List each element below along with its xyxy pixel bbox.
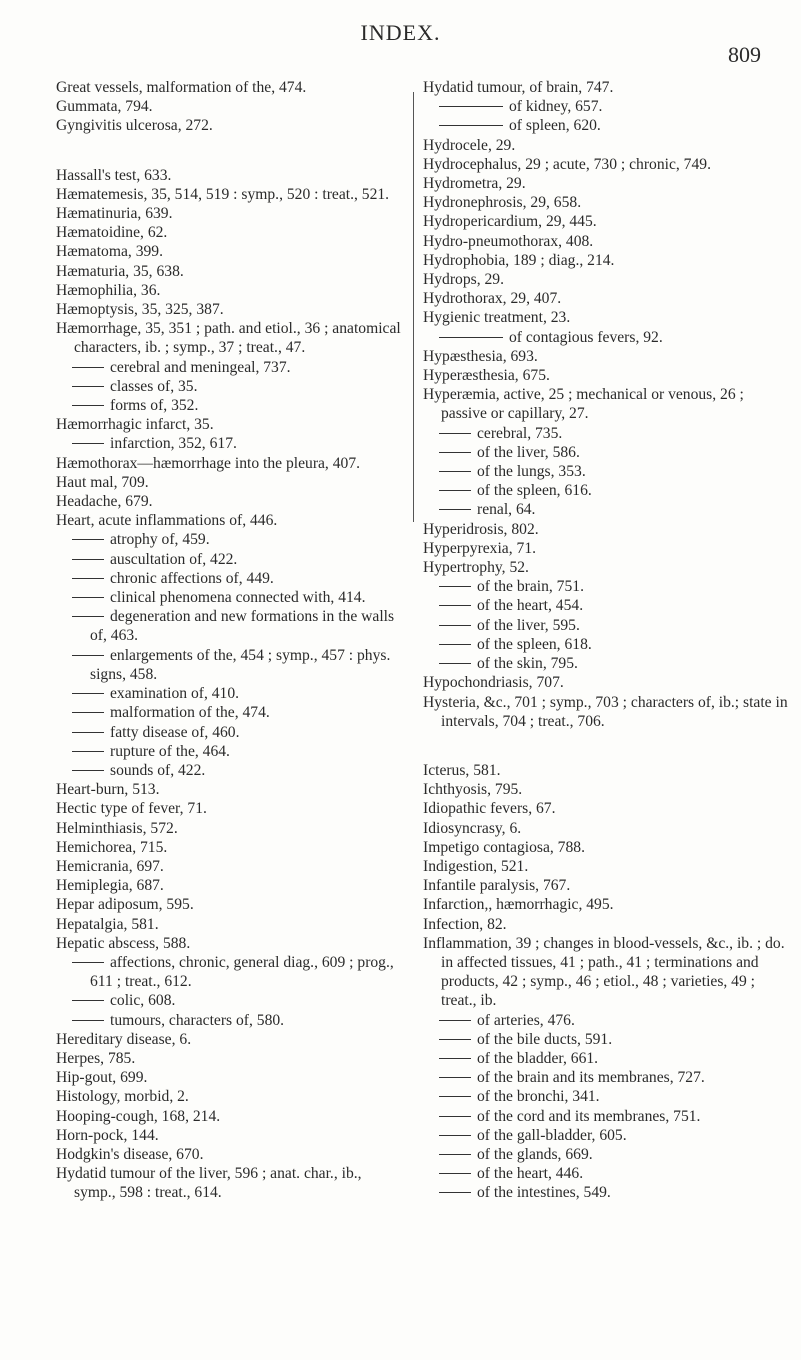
ditto-dash [439,509,471,510]
entry-text: Hydrometra, 29. [423,175,526,193]
index-entry [56,300,406,319]
index-entry [423,761,788,780]
index-subentry [423,1107,788,1126]
entry-text: Haut mal, 709. [56,473,149,491]
entry-text: Hassall's test, 633. [56,166,172,184]
index-subentry [423,654,788,673]
ditto-dash [439,586,471,587]
entry-text: classes of, 35. [110,377,198,395]
entry-text: Hæmatemesis, 35, 514, 519 : symp., 520 : treat., 521. [56,185,390,203]
ditto-dash [72,367,104,368]
index-entry [56,1107,406,1126]
index-subentry [56,684,406,703]
index-entry [56,1030,406,1049]
entry-text: sounds of, 422. [110,761,206,779]
ditto-dash [72,559,104,560]
index-subentry [423,500,788,519]
entry-text: Hyperpyrexia, 71. [423,539,537,557]
entry-text: of the lungs, 353. [477,463,586,481]
index-subentry [56,953,406,991]
left-index-column [56,78,406,1203]
index-entry [56,895,406,914]
index-entry [423,838,788,857]
entry-text: of the bronchi, 341. [477,1088,600,1106]
index-entry [423,673,788,692]
index-entry [423,270,788,289]
entry-text: Hemichorea, 715. [56,838,168,856]
index-entry [423,232,788,251]
index-entry [56,204,406,223]
index-entry [423,174,788,193]
index-subentry [423,1049,788,1068]
index-subentry [423,577,788,596]
ditto-dash [72,539,104,540]
entry-text: Hygienic treatment, 23. [423,309,571,327]
ditto-dash [72,1000,104,1001]
entry-text: Helminthiasis, 572. [56,819,178,837]
index-entry [423,895,788,914]
entry-text: infarction, 352, 617. [110,435,237,453]
entry-text: Hæmaturia, 35, 638. [56,262,184,280]
entry-text: colic, 608. [110,992,176,1010]
index-subentry [423,481,788,500]
index-entry [423,155,788,174]
index-entry [423,366,788,385]
ditto-dash [439,1135,471,1136]
index-subentry [56,761,406,780]
ditto-dash [72,443,104,444]
ditto-dash [439,644,471,645]
entry-text: Hysteria, &c., 701 ; symp., 703 ; characters of, ib.; state in intervals, 704 ; treat., 706. [423,693,788,730]
entry-text: of the brain, 751. [477,578,584,596]
index-subentry [423,1068,788,1087]
index-subentry [423,443,788,462]
entry-text: Hydatid tumour of the liver, 596 ; anat. char., ib., symp., 598 : treat., 614. [56,1165,362,1202]
entry-text: Gummata, 794. [56,98,153,116]
entry-text: Hooping-cough, 168, 214. [56,1107,221,1125]
entry-text: Hemiplegia, 687. [56,877,164,895]
index-entry [423,136,788,155]
index-subentry [423,616,788,635]
entry-text: fatty disease of, 460. [110,723,240,741]
index-section [56,78,406,136]
entry-text: Hæmatoidine, 62. [56,224,168,242]
index-entry [423,819,788,838]
ditto-dash [72,578,104,579]
index-subentry [56,703,406,722]
index-entry [56,1087,406,1106]
index-section [423,78,788,731]
index-entry [56,473,406,492]
entry-text: chronic affections of, 449. [110,569,274,587]
ditto-dash [439,1020,471,1021]
ditto-dash [439,663,471,664]
index-entry [56,1068,406,1087]
index-entry [423,876,788,895]
ditto-dash [72,712,104,713]
index-entry [56,319,406,357]
ditto-dash [72,1020,104,1021]
entry-text: atrophy of, 459. [110,531,210,549]
entry-text: Hodgkin's disease, 670. [56,1145,204,1163]
entry-text: of the heart, 454. [477,597,584,615]
ditto-dash [439,1116,471,1117]
entry-text: Hæmatinuria, 639. [56,205,173,223]
entry-text: of the liver, 595. [477,616,580,634]
index-subentry [423,1011,788,1030]
page-number: 809 [728,42,761,67]
index-subentry [56,991,406,1010]
index-entry [56,819,406,838]
entry-text: of the cord and its membranes, 751. [477,1107,701,1125]
ditto-dash [72,770,104,771]
index-subentry [423,328,788,347]
index-entry [56,799,406,818]
entry-text: Hypæsthesia, 693. [423,347,538,365]
ditto-dash [439,125,503,126]
index-entry [423,212,788,231]
entry-text: Icterus, 581. [423,761,501,779]
index-entry [56,262,406,281]
entry-text: Hepatalgia, 581. [56,915,159,933]
index-entry [56,415,406,434]
ditto-dash [439,1192,471,1193]
entry-text: Hydrothorax, 29, 407. [423,290,562,308]
ditto-dash [439,1058,471,1059]
entry-text: Headache, 679. [56,493,153,511]
entry-text: enlargements of the, 454 ; symp., 457 : phys. signs, 458. [90,646,391,683]
ditto-dash [72,732,104,733]
index-entry [423,799,788,818]
index-entry [56,780,406,799]
entry-text: of the glands, 669. [477,1145,593,1163]
entry-text: Hydrocephalus, 29 ; acute, 730 ; chronic, 749. [423,155,711,173]
index-subentry [423,97,788,116]
entry-text: of the brain and its membranes, 727. [477,1069,705,1087]
entry-text: Indigestion, 521. [423,857,529,875]
entry-text: Hæmatoma, 399. [56,243,163,261]
index-entry [56,876,406,895]
entry-text: clinical phenomena connected with, 414. [110,589,366,607]
index-entry [423,539,788,558]
entry-text: of the spleen, 616. [477,482,592,500]
ditto-dash [439,605,471,606]
ditto-dash [439,471,471,472]
entry-text: Hydronephrosis, 29, 658. [423,194,582,212]
entry-text: Hydro-pneumothorax, 408. [423,232,594,250]
index-entry [56,1164,406,1202]
running-head-title: INDEX. [360,20,441,45]
entry-text: tumours, characters of, 580. [110,1011,285,1029]
entry-text: of the skin, 795. [477,655,578,673]
index-subentry [423,116,788,135]
entry-text: Hyperæsthesia, 675. [423,367,550,385]
index-entry [56,78,406,97]
index-entry [56,242,406,261]
index-entry [423,78,788,97]
entry-text: Hepatic abscess, 588. [56,934,191,952]
index-entry [423,780,788,799]
ditto-dash [72,405,104,406]
entry-text: Inflammation, 39 ; changes in blood-vessels, &c., ib. ; do. in affected tissues, 41 ; path., 41 ; terminations and products, 42 ; symp., 46 ; etiol., 48 ; varieties, 49 ; treat., ib. [423,934,785,1010]
entry-text: of kidney, 657. [509,98,603,116]
column-divider-rule [413,92,414,522]
entry-text: Hyperidrosis, 802. [423,520,539,538]
index-subentry [56,742,406,761]
entry-text: Horn-pock, 144. [56,1126,159,1144]
index-subentry [423,1145,788,1164]
index-subentry [56,569,406,588]
entry-text: Ichthyosis, 795. [423,781,523,799]
entry-text: forms of, 352. [110,397,199,415]
index-entry [423,193,788,212]
index-subentry [56,396,406,415]
ditto-dash [439,1154,471,1155]
index-entry [423,289,788,308]
index-entry [423,308,788,327]
entry-text: affections, chronic, general diag., 609 ; prog., 611 ; treat., 612. [90,953,394,991]
ditto-dash [439,1039,471,1040]
index-subentry [423,1164,788,1183]
index-entry [56,838,406,857]
entry-text: cerebral and meningeal, 737. [110,358,291,376]
entry-text: Hypertrophy, 52. [423,559,529,577]
index-subentry [56,646,406,684]
index-entry [423,385,788,423]
index-subentry [56,1011,406,1030]
entry-text: Hæmorrhage, 35, 351 ; path. and etiol., 36 ; anatomical characters, ib. ; symp., 37 ; treat., 47. [56,320,401,357]
entry-text: Hydrocele, 29. [423,136,516,154]
ditto-dash [72,386,104,387]
entry-text: of the spleen, 618. [477,635,592,653]
entry-text: Hereditary disease, 6. [56,1030,192,1048]
ditto-dash [439,1096,471,1097]
entry-text: Hydrops, 29. [423,271,504,289]
entry-text: Gyngivitis ulcerosa, 272. [56,117,213,135]
index-entry [56,915,406,934]
entry-text: Hydropericardium, 29, 445. [423,213,597,231]
right-index-column [423,78,788,1203]
entry-text: degeneration and new formations in the walls of, 463. [90,608,395,645]
entry-text: Great vessels, malformation of the, 474. [56,79,307,96]
index-entry [56,185,406,204]
index-entry [423,347,788,366]
entry-text: renal, 64. [477,501,536,519]
entry-text: Infantile paralysis, 767. [423,877,571,895]
ditto-dash [72,751,104,752]
entry-text: Hæmoptysis, 35, 325, 387. [56,301,224,319]
index-entry [56,97,406,116]
ditto-dash [439,337,503,338]
entry-text: of the heart, 446. [477,1165,584,1183]
entry-text: Idiosyncrasy, 6. [423,819,522,837]
entry-text: Infection, 82. [423,915,507,933]
index-subentry [56,607,406,645]
entry-text: of arteries, 476. [477,1011,575,1029]
entry-text: of the gall-bladder, 605. [477,1126,627,1144]
entry-text: Hydatid tumour, of brain, 747. [423,79,614,96]
entry-text: Hemicrania, 697. [56,857,164,875]
entry-text: of the bile ducts, 591. [477,1030,613,1048]
entry-text: of spleen, 620. [509,117,601,135]
index-entry [56,116,406,135]
index-entry [56,454,406,473]
index-entry [423,558,788,577]
entry-text: of the bladder, 661. [477,1049,599,1067]
ditto-dash [72,693,104,694]
ditto-dash [72,962,104,963]
entry-text: malformation of the, 474. [110,704,270,722]
entry-text: of the liver, 586. [477,443,580,461]
index-entry [423,693,788,731]
ditto-dash [439,1077,471,1078]
index-entry [56,1126,406,1145]
index-entry [56,934,406,953]
ditto-dash [72,655,104,656]
index-subentry [423,1030,788,1049]
index-entry [56,281,406,300]
index-section [423,761,788,1203]
index-entry [56,1049,406,1068]
entry-text: Hectic type of fever, 71. [56,800,207,818]
entry-text: cerebral, 735. [477,424,563,442]
index-subentry [423,462,788,481]
ditto-dash [439,625,471,626]
entry-text: Hæmorrhagic infarct, 35. [56,416,214,434]
index-entry [423,915,788,934]
index-entry [423,251,788,270]
entry-text: Hydrophobia, 189 ; diag., 214. [423,251,615,269]
ditto-dash [439,1173,471,1174]
entry-text: Heart, acute inflammations of, 446. [56,512,278,530]
index-subentry [56,530,406,549]
entry-text: Hypochondriasis, 707. [423,674,564,692]
index-subentry [56,358,406,377]
entry-text: Impetigo contagiosa, 788. [423,838,585,856]
index-subentry [423,1183,788,1202]
entry-text: Hepar adiposum, 595. [56,896,194,914]
index-subentry [56,723,406,742]
entry-text: Heart-burn, 513. [56,781,160,799]
index-subentry [56,550,406,569]
index-entry [423,520,788,539]
index-entry [56,223,406,242]
entry-text: Hip-gout, 699. [56,1069,148,1087]
entry-text: auscultation of, 422. [110,550,238,568]
entry-text: of the intestines, 549. [477,1184,611,1202]
index-entry [56,1145,406,1164]
index-entry [56,511,406,530]
entry-text: of contagious fevers, 92. [509,328,663,346]
index-entry [56,492,406,511]
ditto-dash [439,452,471,453]
entry-text: rupture of the, 464. [110,742,230,760]
index-subentry [56,434,406,453]
entry-text: Infarction,, hæmorrhagic, 495. [423,896,614,914]
ditto-dash [72,616,104,617]
index-entry [56,857,406,876]
index-subentry [423,596,788,615]
entry-text: examination of, 410. [110,685,240,703]
index-entry [56,166,406,185]
entry-text: Idiopathic fevers, 67. [423,800,556,818]
ditto-dash [439,433,471,434]
index-subentry [56,588,406,607]
ditto-dash [439,490,471,491]
entry-text: Hæmothorax—hæmorrhage into the pleura, 407. [56,454,361,472]
index-entry [423,857,788,876]
index-subentry [423,1087,788,1106]
entry-text: Hyperæmia, active, 25 ; mechanical or venous, 26 ; passive or capillary, 27. [423,386,744,423]
ditto-dash [439,106,503,107]
index-section [56,166,406,1203]
index-subentry [423,1126,788,1145]
index-subentry [423,635,788,654]
index-subentry [423,424,788,443]
ditto-dash [72,597,104,598]
entry-text: Hæmophilia, 36. [56,281,161,299]
entry-text: Histology, morbid, 2. [56,1088,189,1106]
index-entry [423,934,788,1011]
entry-text: Herpes, 785. [56,1049,136,1067]
index-subentry [56,377,406,396]
